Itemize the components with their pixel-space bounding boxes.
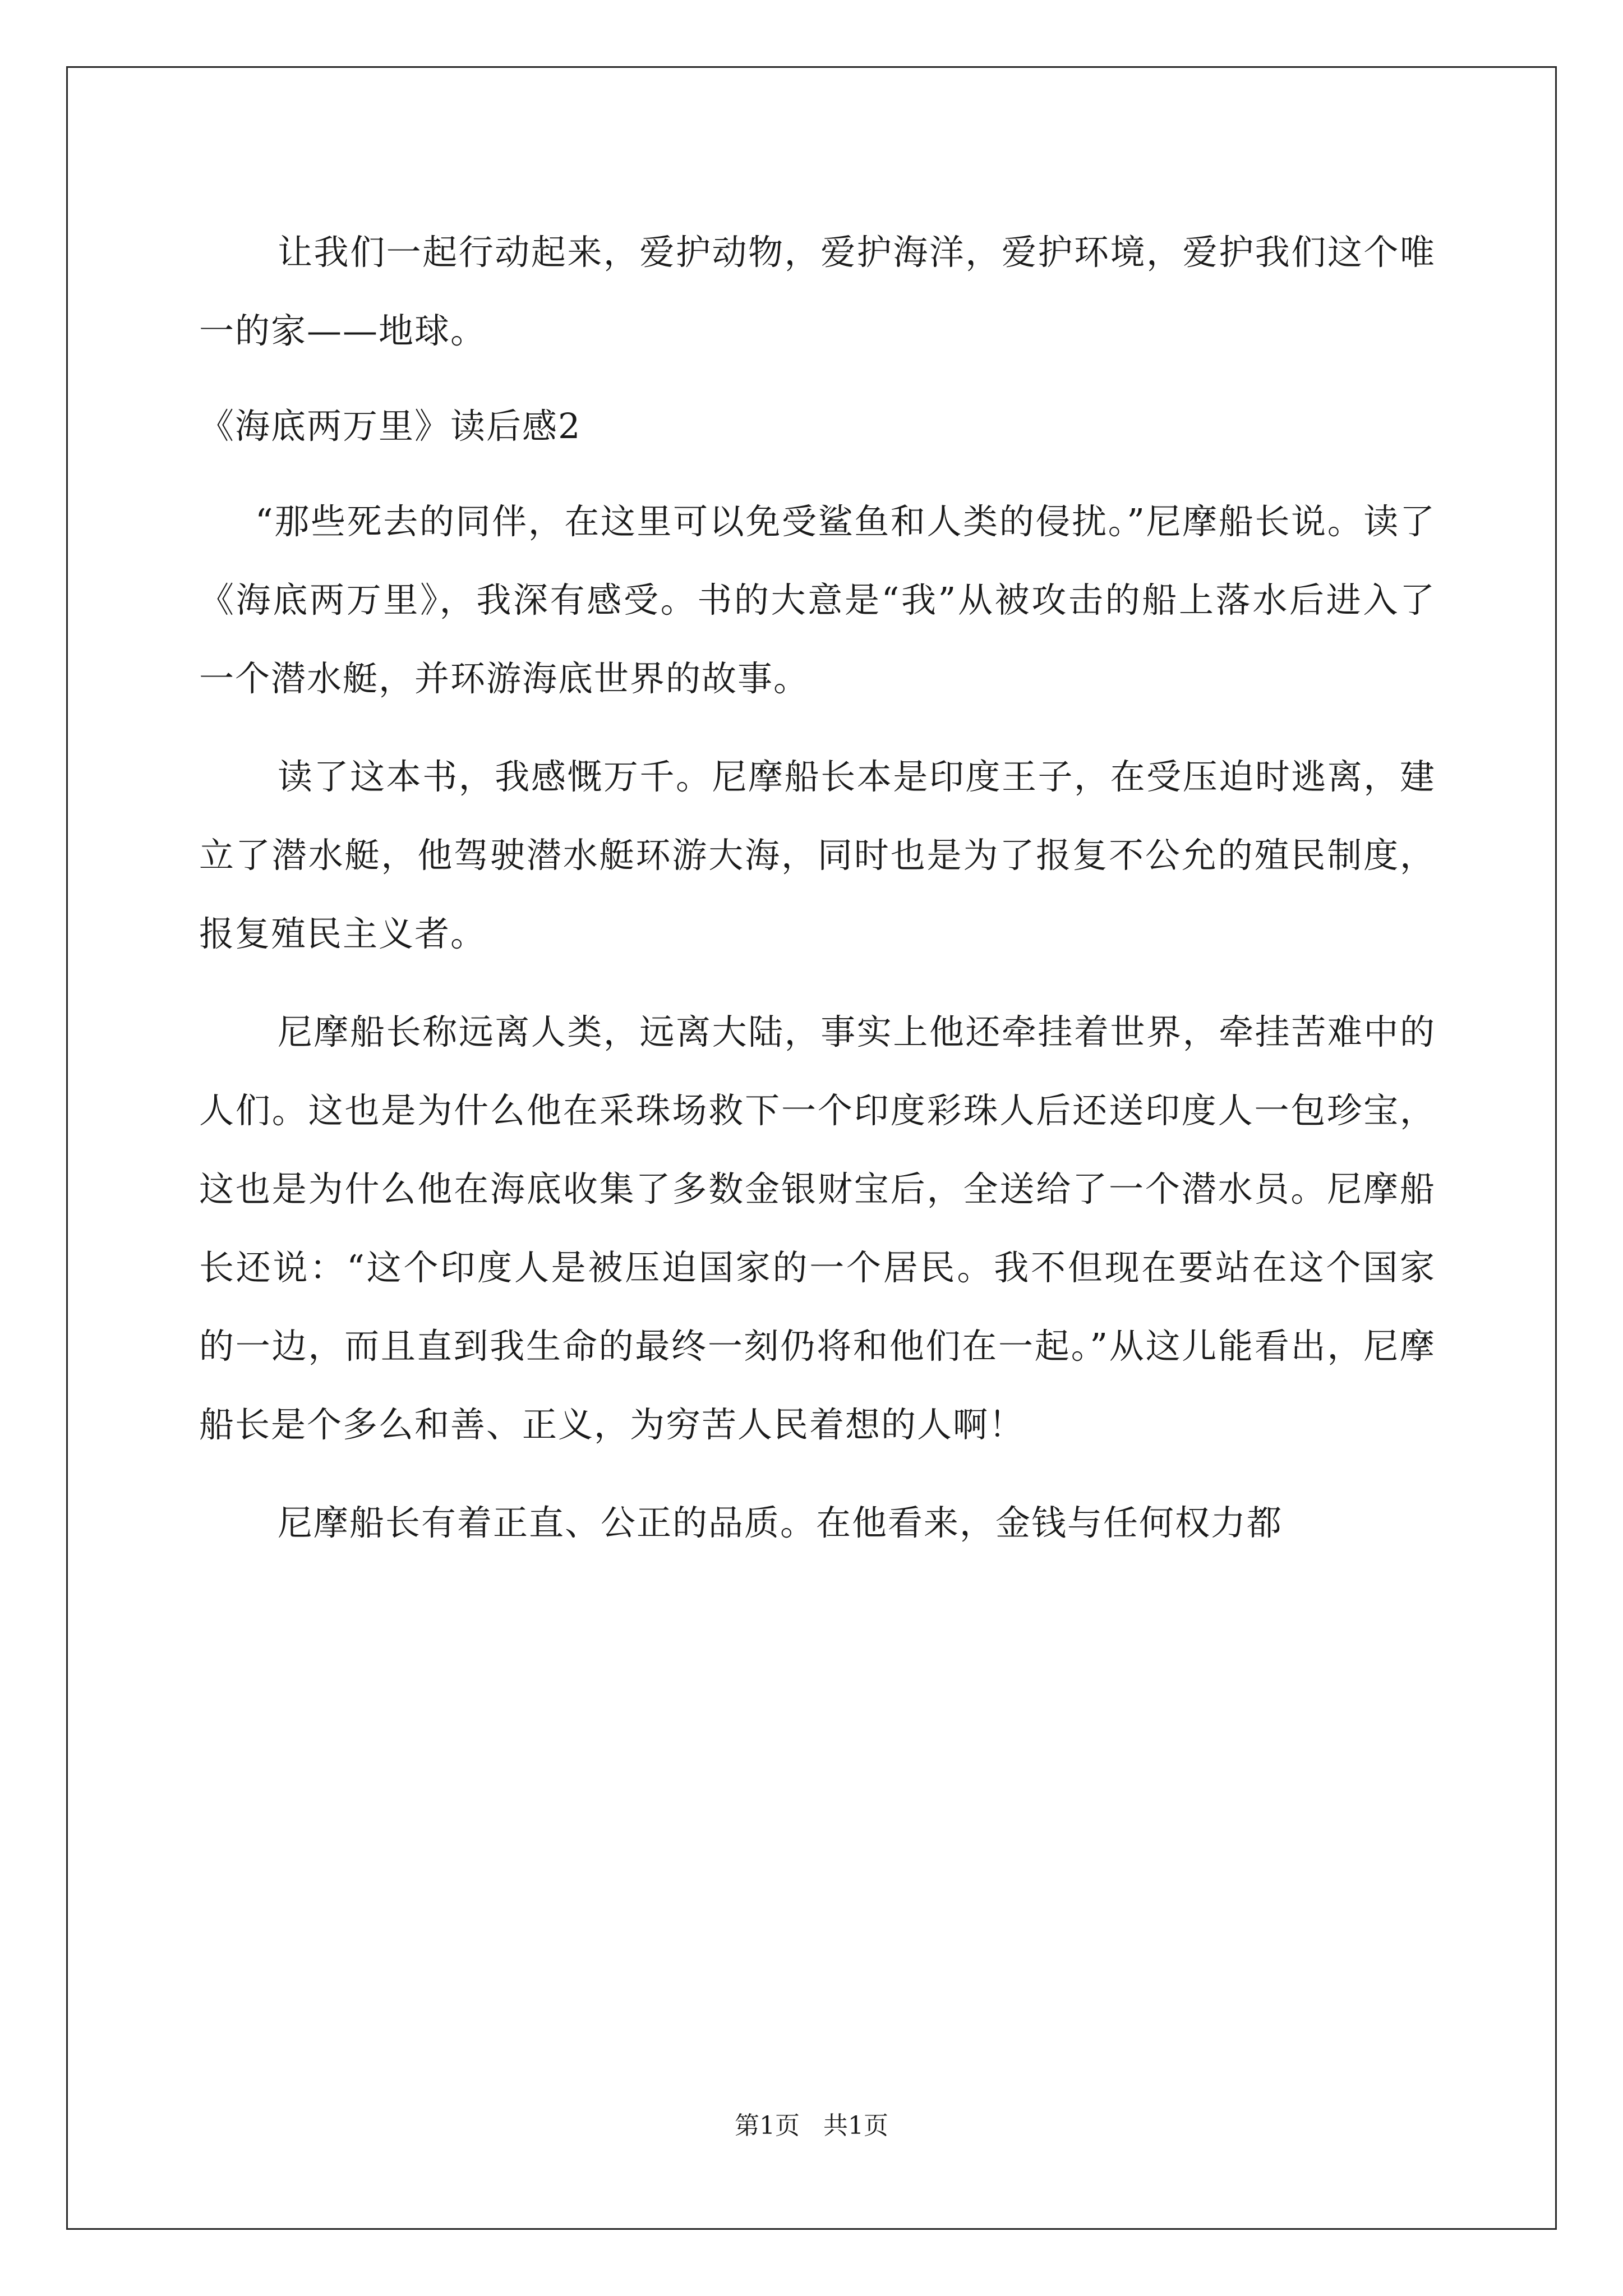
page-total: 共1页 <box>823 2111 888 2140</box>
paragraph-5: 尼摩船长有着正直、公正的品质。在他看来，金钱与任何权力都 <box>278 1502 1283 1543</box>
page-footer <box>0 2109 1623 2143</box>
paragraph-2: “那些死去的同伴，在这里可以免受鲨鱼和人类的侵扰。”尼摩船长说。读了《海底两万里》，我深有感受。书的大意是“我”从被攻击的船上落水后进入了一个潜水艇，并环游海底世界的故事。 <box>199 501 1436 699</box>
paragraph-4: 尼摩船长称远离人类，远离大陆，事实上他还牵挂着世界，牵挂苦难中的人们。这也是为什么他在采珠场救下一个印度彩珠人后还送印度人一包珍宝，这也是为什么他在海底收集了多数金银财宝后，全送给了一个潜水员。尼摩船长还说：“这个印度人是被压迫国家的一个居民。我不但现在要站在这个国家的一边，而且直到我生命的最终一刻仍将和他们在一起。”从这儿能看出，尼摩船长是个多么和善、正义，为穷苦人民着想的人啊！ <box>199 1011 1436 1445</box>
paragraph-1: 让我们一起行动起来，爱护动物，爱护海洋，爱护环境，爱护我们这个唯一的家——地球。 <box>199 232 1436 351</box>
page-number: 第1页 <box>735 2111 800 2140</box>
paragraph-3: 读了这本书，我感慨万千。尼摩船长本是印度王子，在受压迫时逃离，建立了潜水艇，他驾驶潜水艇环游大海，同时也是为了报复不公允的殖民制度，报复殖民主义者。 <box>199 756 1436 954</box>
document-body <box>199 213 1436 1562</box>
section-heading: 《海底两万里》读后感2 <box>199 406 582 447</box>
